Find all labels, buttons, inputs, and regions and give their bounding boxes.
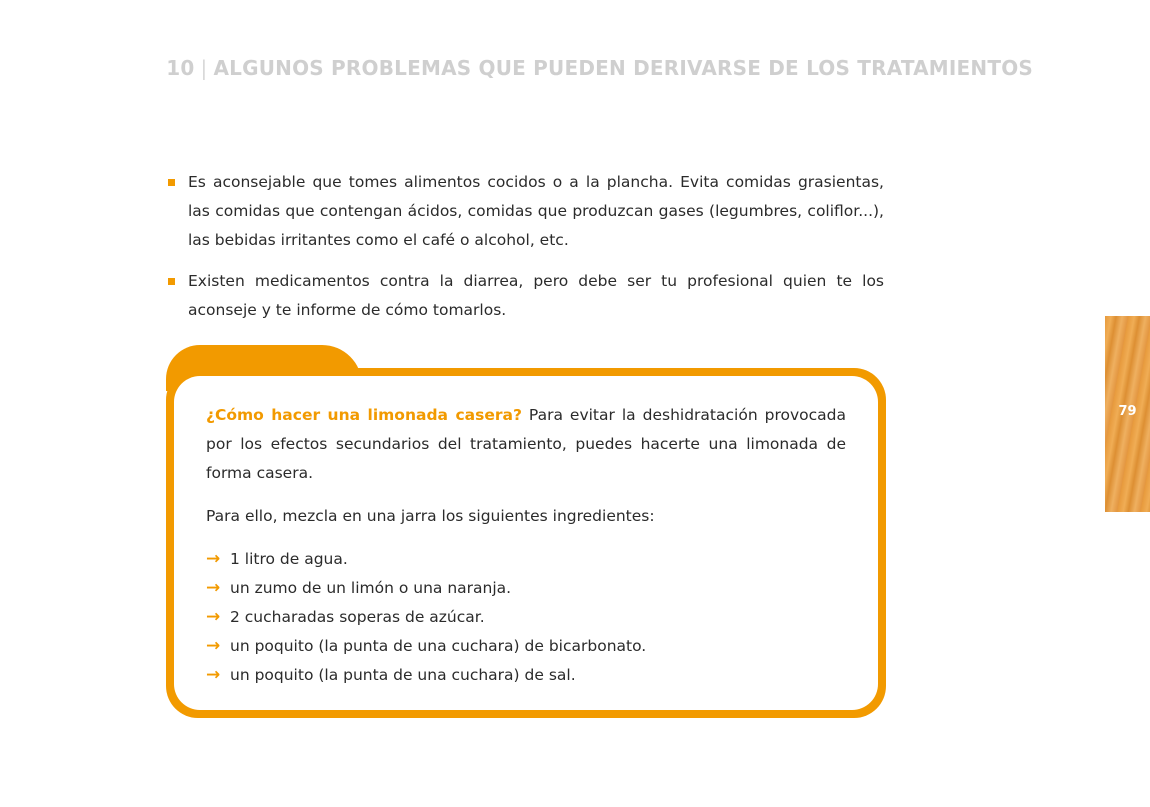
ingredient-text: un poquito (la punta de una cuchara) de sal. xyxy=(230,666,576,684)
page-edge-tab xyxy=(1105,316,1150,512)
list-item xyxy=(206,545,846,574)
bullet-list xyxy=(168,168,884,337)
ingredient-text: un poquito (la punta de una cuchara) de bicarbonato. xyxy=(230,637,647,655)
arrow-right-icon: → xyxy=(206,636,221,656)
list-item xyxy=(206,661,846,690)
chapter-number: 10 xyxy=(166,56,195,80)
ingredient-text: 1 litro de agua. xyxy=(230,550,348,568)
square-bullet-icon xyxy=(168,278,175,285)
list-item xyxy=(206,603,846,632)
arrow-right-icon: → xyxy=(206,665,221,685)
header-separator: | xyxy=(200,56,208,80)
info-box-intro-text: Para evitar la deshidratación provocada por los efectos secundarios del tratamiento, puedes hacerte una limonada de forma casera. xyxy=(206,406,846,482)
ingredient-list xyxy=(206,545,846,690)
chapter-title: ALGUNOS PROBLEMAS QUE PUEDEN DERIVARSE DE LOS TRATAMIENTOS xyxy=(213,56,1033,80)
info-box xyxy=(206,401,846,690)
info-box-instruction: Para ello, mezcla en una jarra los siguientes ingredientes: xyxy=(206,507,655,525)
list-item xyxy=(206,574,846,603)
ingredient-text: un zumo de un limón o una naranja. xyxy=(230,579,512,597)
bullet-text: Existen medicamentos contra la diarrea, pero debe ser tu profesional quien te los aconseje y te informe de cómo tomarlos. xyxy=(188,272,884,319)
arrow-right-icon: → xyxy=(206,578,221,598)
info-box-title: ¿Cómo hacer una limonada casera? xyxy=(206,406,522,424)
arrow-right-icon: → xyxy=(206,607,221,627)
list-item xyxy=(168,168,884,255)
bullet-text: Es aconsejable que tomes alimentos cocidos o a la plancha. Evita comidas grasientas, las comidas que contengan ácidos, comidas que produzcan gases (legumbres, coliflor...), las bebidas irritantes como el café o alcohol, etc. xyxy=(188,173,884,249)
ingredient-text: 2 cucharadas soperas de azúcar. xyxy=(230,608,485,626)
info-box-intro xyxy=(206,401,846,488)
arrow-right-icon: → xyxy=(206,549,221,569)
list-item xyxy=(206,632,846,661)
chapter-header xyxy=(0,56,1033,80)
list-item xyxy=(168,267,884,325)
square-bullet-icon xyxy=(168,179,175,186)
page-number: 79 xyxy=(1118,404,1137,419)
